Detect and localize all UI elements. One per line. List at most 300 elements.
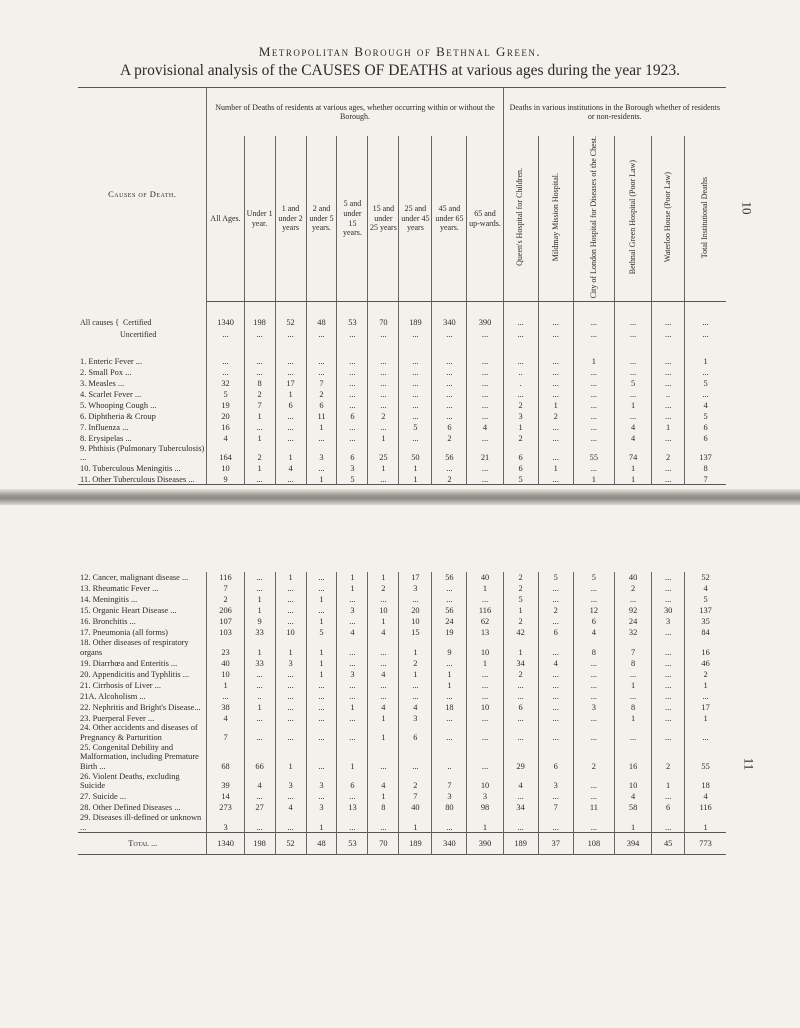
table-cell: 5 <box>306 627 337 638</box>
table-cell: ... <box>503 389 538 400</box>
table-cell: 2 <box>207 594 244 605</box>
table-cell: ... <box>652 813 685 833</box>
table-cell: ... <box>573 316 614 328</box>
table-cell: 1 <box>432 679 467 690</box>
table-cell: ... <box>275 411 306 422</box>
table-cell: 1 <box>432 668 467 679</box>
total-cell: 48 <box>306 833 337 855</box>
table-cell: 1 <box>337 583 368 594</box>
total-cell: 52 <box>275 833 306 855</box>
table-cell: ... <box>573 791 614 802</box>
table-cell: 68 <box>207 743 244 772</box>
total-cell: 108 <box>573 833 614 855</box>
table-cell: ... <box>368 400 399 411</box>
table-row <box>78 627 726 638</box>
table-cell: ... <box>538 638 573 657</box>
table-cell: ... <box>368 422 399 433</box>
table-cell: 8 <box>368 802 399 813</box>
table-cell: 2 <box>652 743 685 772</box>
table-cell: ... <box>432 813 467 833</box>
table-row <box>78 638 726 657</box>
table-cell: 4 <box>368 627 399 638</box>
institutions-group-header: Deaths in various institutions in the Borough whether of residents or non-residents. <box>509 102 720 121</box>
cause-name: 23. Puerperal Fever ... <box>80 713 155 723</box>
table-cell: 2 <box>399 657 432 668</box>
table-cell: ... <box>652 378 685 389</box>
table-cell: 4 <box>615 433 652 444</box>
table-cell: ... <box>573 411 614 422</box>
table-cell: ... <box>337 791 368 802</box>
table-cell: 3 <box>432 791 467 802</box>
table-cell: ... <box>467 668 503 679</box>
cause-name: 17. Pneumonia (all forms) <box>80 628 168 638</box>
table-cell: ... <box>538 712 573 723</box>
table-row <box>78 594 726 605</box>
table-cell: ... <box>538 328 573 340</box>
table-cell: 17 <box>275 378 306 389</box>
table-cell: 6 <box>337 411 368 422</box>
table-cell: ... <box>573 772 614 791</box>
table-cell: 50 <box>399 444 432 463</box>
table-cell: 1 <box>306 474 337 485</box>
table-cell: 164 <box>207 444 244 463</box>
table-cell: 1 <box>244 701 275 712</box>
table-cell: 2 <box>432 433 467 444</box>
total-cell: 45 <box>652 833 685 855</box>
table-cell: ... <box>337 378 368 389</box>
table-cell: 11 <box>306 411 337 422</box>
table-cell: 1 <box>306 668 337 679</box>
table-cell: 4 <box>368 701 399 712</box>
table-cell: 2 <box>306 389 337 400</box>
table-cell: ... <box>538 723 573 742</box>
table-cell: 40 <box>615 572 652 583</box>
table-cell: 1 <box>615 679 652 690</box>
cause-name: 9. Phthisis (Pulmonary Tuberculosis) ... <box>80 443 205 463</box>
table-cell: ... <box>573 723 614 742</box>
table-cell: ... <box>652 474 685 485</box>
institution-column-header: Queen's Hospital for Children. <box>515 168 525 267</box>
table-cell: ... <box>337 328 368 340</box>
table-cell: ... <box>337 679 368 690</box>
table-cell: 3 <box>337 463 368 474</box>
table-cell: ... <box>306 572 337 583</box>
table-cell: 16 <box>685 638 726 657</box>
table-cell: ... <box>306 679 337 690</box>
table-cell: ... <box>538 616 573 627</box>
table-cell: ... <box>275 690 306 701</box>
table-cell: ... <box>467 594 503 605</box>
table-cell: ... <box>538 433 573 444</box>
table-cell: ... <box>652 627 685 638</box>
table-row <box>78 378 726 389</box>
table-cell: ... <box>275 616 306 627</box>
table-cell: ... <box>306 433 337 444</box>
table-cell: ... <box>337 813 368 833</box>
cause-name: 10. Tuberculous Meningitis ... <box>80 464 181 474</box>
page-fold-band <box>0 489 800 505</box>
table-cell: 2 <box>368 583 399 594</box>
table-cell: ... <box>538 679 573 690</box>
cause-name: 1. Enteric Fever ... <box>80 356 143 366</box>
table-cell: ... <box>275 701 306 712</box>
table-cell: 206 <box>207 605 244 616</box>
institution-column-header: Bethnal Green Hospital (Poor Law) <box>627 160 637 275</box>
table-row <box>78 328 726 340</box>
table-row <box>78 657 726 668</box>
table-row <box>78 616 726 627</box>
table-cell: ... <box>652 690 685 701</box>
total-cell: 394 <box>615 833 652 855</box>
table-cell: ... <box>538 791 573 802</box>
table-cell: 137 <box>685 605 726 616</box>
table-cell: ... <box>432 378 467 389</box>
table-cell: 1 <box>337 572 368 583</box>
table-cell: 2 <box>538 411 573 422</box>
table-cell: ... <box>244 668 275 679</box>
table-cell: ... <box>538 690 573 701</box>
table-cell: 2 <box>538 605 573 616</box>
table-cell: ... <box>652 316 685 328</box>
table-cell: ... <box>368 367 399 378</box>
table-cell: 17 <box>399 572 432 583</box>
table-cell: 4 <box>615 791 652 802</box>
table-cell: 8 <box>244 378 275 389</box>
total-label: Total ... <box>78 833 207 855</box>
table-cell: 40 <box>467 572 503 583</box>
table-cell: ... <box>538 356 573 367</box>
table-cell: ... <box>275 791 306 802</box>
table-cell: 3 <box>306 772 337 791</box>
table-cell: ... <box>432 411 467 422</box>
table-cell: 3 <box>538 772 573 791</box>
table-cell: 6 <box>503 701 538 712</box>
table-cell: 4 <box>573 627 614 638</box>
table-row <box>78 668 726 679</box>
table-cell: 1 <box>503 422 538 433</box>
table-cell: 5 <box>399 422 432 433</box>
table-cell: ... <box>275 712 306 723</box>
table-cell: 24 <box>432 616 467 627</box>
table-cell: ... <box>275 433 306 444</box>
table-cell: 16 <box>207 422 244 433</box>
table-cell: ... <box>573 668 614 679</box>
table-cell: 1 <box>615 400 652 411</box>
table-cell: 6 <box>573 616 614 627</box>
table-cell: 3 <box>399 712 432 723</box>
table-cell: ... <box>538 316 573 328</box>
table-cell: ... <box>538 378 573 389</box>
table-cell: 56 <box>432 444 467 463</box>
table-cell: ... <box>337 400 368 411</box>
table-cell: 3 <box>652 616 685 627</box>
table-cell: ... <box>615 367 652 378</box>
table-cell: ... <box>207 328 244 340</box>
table-cell: ... <box>207 690 244 701</box>
table-cell: 32 <box>207 378 244 389</box>
cause-name: 15. Organic Heart Disease ... <box>80 606 177 616</box>
table-cell: 74 <box>615 444 652 463</box>
table-cell: ... <box>432 594 467 605</box>
residents-group-header: Number of Deaths of residents at various ages, whether occurring within or without the Borough. <box>207 88 503 137</box>
table-cell: ... <box>503 723 538 742</box>
table-cell: 189 <box>399 316 432 328</box>
table-cell: 6 <box>337 772 368 791</box>
table-cell: 6 <box>275 400 306 411</box>
table-cell: 1 <box>306 422 337 433</box>
table-cell: ... <box>244 328 275 340</box>
table-cell: ... <box>538 474 573 485</box>
table-cell: ... <box>275 422 306 433</box>
table-cell: ... <box>615 594 652 605</box>
cause-name: 26. Violent Deaths, excluding Suicide <box>80 771 180 791</box>
table-cell: ... <box>467 474 503 485</box>
table-cell: 2 <box>685 668 726 679</box>
table-cell: ... <box>503 679 538 690</box>
table-cell: 9 <box>244 616 275 627</box>
table-cell: 8 <box>615 701 652 712</box>
table-cell: ... <box>275 668 306 679</box>
table-cell: 273 <box>207 802 244 813</box>
table-cell: 1 <box>244 411 275 422</box>
table-cell: ... <box>244 367 275 378</box>
table-cell: ... <box>244 813 275 833</box>
table-cell: 11 <box>573 802 614 813</box>
table-cell: 1 <box>615 712 652 723</box>
table-cell: ... <box>503 690 538 701</box>
table-cell: 1 <box>503 638 538 657</box>
table-cell: ... <box>244 422 275 433</box>
table-cell: 116 <box>685 802 726 813</box>
table-row <box>78 690 726 701</box>
table-row <box>78 400 726 411</box>
table-cell: 1 <box>538 463 573 474</box>
table-cell: 3 <box>306 444 337 463</box>
table-cell: ... <box>306 690 337 701</box>
age-column-header: 65 and up-wards. <box>467 136 503 302</box>
total-cell: 70 <box>368 833 399 855</box>
table-cell: 4 <box>467 422 503 433</box>
table-cell: 16 <box>615 743 652 772</box>
table-cell: ... <box>399 389 432 400</box>
table-cell: ... <box>432 356 467 367</box>
table-cell: ... <box>432 723 467 742</box>
table-cell: 6 <box>306 400 337 411</box>
table-cell: ... <box>337 616 368 627</box>
table-cell: 2 <box>503 583 538 594</box>
table-cell: ... <box>538 444 573 463</box>
table-cell: 1 <box>244 638 275 657</box>
cause-name: 6. Diphtheria & Croup <box>80 411 156 421</box>
table-cell: 1 <box>368 433 399 444</box>
table-cell: ... <box>538 668 573 679</box>
table-cell: ... <box>652 583 685 594</box>
table-cell: 3 <box>337 668 368 679</box>
table-cell: 1 <box>503 605 538 616</box>
table-cell: 2 <box>652 444 685 463</box>
table-cell: ... <box>399 328 432 340</box>
table-cell: 4 <box>275 802 306 813</box>
table-cell: ... <box>399 690 432 701</box>
age-column-header: 5 and under 15 years. <box>337 136 368 302</box>
table-cell: ... <box>503 813 538 833</box>
cause-name: 11. Other Tuberculous Diseases ... <box>80 474 195 484</box>
table-cell: ... <box>652 328 685 340</box>
table-cell: ... <box>306 712 337 723</box>
table-cell: ... <box>615 316 652 328</box>
table-cell: 1 <box>615 813 652 833</box>
table-cell: 4 <box>368 668 399 679</box>
table-cell: ... <box>615 723 652 742</box>
total-cell: 53 <box>337 833 368 855</box>
table-cell: 24 <box>615 616 652 627</box>
table-cell: 1 <box>306 594 337 605</box>
table-cell: ... <box>503 712 538 723</box>
age-column-header: Under 1 year. <box>244 136 275 302</box>
table-cell: ... <box>538 594 573 605</box>
cause-name: 25. Congenital Debility and Malformation, including Premature Birth ... <box>80 742 199 771</box>
age-column-header: 15 and under 25 years <box>368 136 399 302</box>
table-cell: ... <box>467 723 503 742</box>
table-cell: 2 <box>244 444 275 463</box>
table-cell: ... <box>573 328 614 340</box>
table-cell: 103 <box>207 627 244 638</box>
table-cell: 4 <box>207 712 244 723</box>
table-cell: 25 <box>368 444 399 463</box>
table-cell: ... <box>652 433 685 444</box>
table-cell: ... <box>368 356 399 367</box>
table-cell: 3 <box>337 605 368 616</box>
table-cell: ... <box>467 433 503 444</box>
table-cell: ... <box>244 474 275 485</box>
table-cell: 1 <box>306 616 337 627</box>
table-cell: 1 <box>399 813 432 833</box>
table-row <box>78 422 726 433</box>
table-cell: ... <box>368 389 399 400</box>
table-cell: ... <box>244 583 275 594</box>
table-row <box>78 712 726 723</box>
table-cell: ... <box>244 791 275 802</box>
table-cell: 3 <box>399 583 432 594</box>
table-cell: 1 <box>652 422 685 433</box>
table-cell: ... <box>368 679 399 690</box>
table-cell: ... <box>573 422 614 433</box>
table-cell: ... <box>652 657 685 668</box>
table-cell: 1 <box>337 701 368 712</box>
cause-name: 5. Whooping Cough ... <box>80 400 157 410</box>
table-cell: 39 <box>207 772 244 791</box>
table-cell: ... <box>685 723 726 742</box>
table-cell: ... <box>275 474 306 485</box>
table-cell: 7 <box>432 772 467 791</box>
table-cell: ... <box>275 367 306 378</box>
table-cell: ... <box>652 712 685 723</box>
table-cell: ... <box>467 411 503 422</box>
table-cell: 10 <box>275 627 306 638</box>
table-row <box>78 791 726 802</box>
table-cell: .. <box>652 389 685 400</box>
table-cell: 3 <box>275 772 306 791</box>
table-cell: ... <box>467 356 503 367</box>
total-cell: 773 <box>685 833 726 855</box>
table-cell: 3 <box>573 701 614 712</box>
table-cell: 7 <box>306 378 337 389</box>
table-cell: 9 <box>432 638 467 657</box>
age-column-header: All Ages. <box>207 136 244 302</box>
table-cell: 10 <box>467 638 503 657</box>
table-cell: ... <box>275 605 306 616</box>
table-cell: ... <box>275 594 306 605</box>
table-cell: ... <box>368 743 399 772</box>
table-cell: ... <box>467 367 503 378</box>
table-cell: ... <box>652 463 685 474</box>
table-cell: ... <box>652 367 685 378</box>
table-cell: ... <box>306 723 337 742</box>
table-cell: ... <box>652 701 685 712</box>
table-cell: ... <box>244 723 275 742</box>
table-cell: 70 <box>368 316 399 328</box>
table-cell: ... <box>337 657 368 668</box>
table-cell: 1 <box>306 638 337 657</box>
table-cell: ... <box>538 813 573 833</box>
table-cell: ... <box>432 328 467 340</box>
table-cell: 21 <box>467 444 503 463</box>
table-cell: ... <box>432 657 467 668</box>
table-cell: ... <box>432 690 467 701</box>
table-cell: 1 <box>275 444 306 463</box>
table-cell: 7 <box>685 474 726 485</box>
table-cell: 1 <box>306 657 337 668</box>
table-cell: ... <box>652 638 685 657</box>
table-cell: 2 <box>368 411 399 422</box>
table-cell: 92 <box>615 605 652 616</box>
table-cell: 1 <box>467 657 503 668</box>
table-cell: 2 <box>503 616 538 627</box>
table-row <box>78 772 726 791</box>
table-cell: 1 <box>306 813 337 833</box>
table-cell: ... <box>432 712 467 723</box>
table-cell: 48 <box>306 316 337 328</box>
table-cell: 18 <box>432 701 467 712</box>
table-cell: 10 <box>467 701 503 712</box>
causes-table-bottom <box>78 572 726 855</box>
table-cell: ... <box>652 572 685 583</box>
table-row: All causes { Certified 1340 198 52 48 53 70 189 340 390 ... ... ... ... ... ... <box>78 316 726 328</box>
table-cell: 1 <box>275 638 306 657</box>
table-cell: 40 <box>399 802 432 813</box>
table-cell: ... <box>685 690 726 701</box>
table-cell: 5 <box>685 378 726 389</box>
cause-name: 22. Nephritis and Bright's Disease... <box>80 702 201 712</box>
table-cell: 1 <box>368 463 399 474</box>
table-cell: 6 <box>652 802 685 813</box>
table-cell: ... <box>652 679 685 690</box>
total-cell: 189 <box>399 833 432 855</box>
total-row <box>78 833 726 855</box>
table-cell: 19 <box>432 627 467 638</box>
table-cell: 32 <box>615 627 652 638</box>
table-cell: ... <box>652 723 685 742</box>
table-cell: ... <box>538 583 573 594</box>
table-row <box>78 444 726 463</box>
table-cell: 6 <box>432 422 467 433</box>
table-cell: 1 <box>573 474 614 485</box>
table-cell: 3 <box>275 657 306 668</box>
table-cell: 4 <box>615 422 652 433</box>
table-cell: 1 <box>467 583 503 594</box>
institution-column-header: Waterloo House (Poor Law) <box>662 172 672 263</box>
table-cell: 1 <box>685 679 726 690</box>
